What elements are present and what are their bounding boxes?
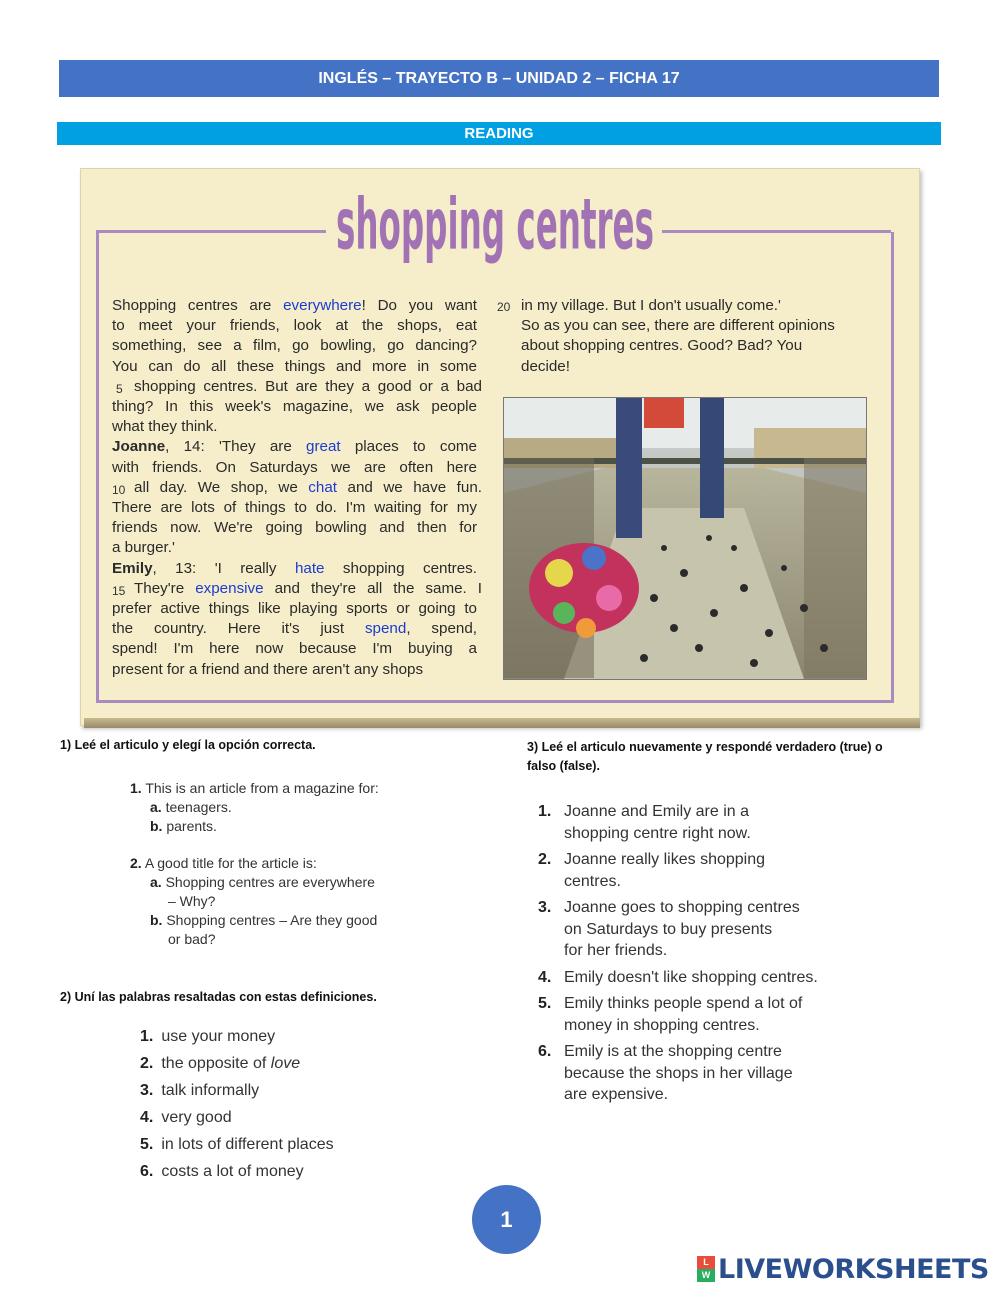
article-text: Shopping centres are — [112, 297, 284, 314]
statement-text: money in shopping centres. — [564, 1016, 760, 1034]
highlighted-word: everywhere — [283, 297, 362, 314]
article-line — [112, 316, 477, 336]
article-line — [521, 316, 835, 336]
statement-text: are expensive. — [564, 1086, 669, 1103]
article-line — [112, 538, 477, 558]
true-false-statement[interactable] — [538, 801, 878, 844]
article-line — [112, 599, 477, 619]
article-line — [112, 660, 477, 680]
article-text: what they think. — [112, 418, 218, 436]
definition-item[interactable] — [140, 1028, 470, 1055]
worksheet-title: INGLÉS – TRAYECTO B – UNIDAD 2 – FICHA 17 — [318, 69, 680, 87]
speaker-name: Joanne — [112, 438, 166, 456]
q1-item-1 — [130, 780, 450, 834]
liveworksheets-wordmark: LIVEWORKSHEETS — [718, 1253, 989, 1285]
definition-text: very good — [161, 1109, 232, 1126]
statement-number: 3. — [538, 899, 552, 916]
statement-text: shopping centre right now. — [564, 824, 751, 842]
article-text: something, see a film, go bowling, go dancing? — [112, 337, 477, 355]
article-text: all day. We shop, we — [134, 478, 309, 496]
article-text: So as you can see, there are different opinions — [521, 317, 835, 335]
article-text: spend! I'm here now because I'm buying a — [112, 640, 477, 658]
article-text: thing? In this week's magazine, we ask people — [112, 398, 477, 415]
article-text: the country. Here it's just — [112, 620, 365, 638]
true-false-statement[interactable] — [538, 993, 878, 1036]
section-title: READING — [464, 125, 534, 142]
article-text: shopping centres. But are they a good or a bad — [134, 377, 482, 395]
definition-italic: love — [270, 1055, 301, 1072]
article-line — [112, 559, 477, 579]
article-text: about shopping centres. Good? Bad? You — [521, 337, 803, 355]
frame-top-right — [662, 230, 891, 233]
article-text: prefer active things like playing sports or going to — [112, 600, 477, 617]
true-false-statement[interactable] — [538, 897, 878, 962]
article-line — [112, 458, 477, 478]
statement-number: 4. — [538, 968, 552, 986]
article-text: You can do all these things and more in some — [112, 357, 477, 375]
liveworksheets-logo — [697, 1252, 989, 1286]
statement-text: Emily doesn't like shopping centres. — [564, 968, 818, 986]
article-text: and they're all the same. I — [263, 579, 482, 597]
q1-item-number: 2. — [130, 855, 142, 871]
true-false-statement[interactable] — [538, 967, 878, 989]
q1-option-letter: a. — [150, 874, 162, 890]
q1-item-2 — [130, 855, 450, 947]
article-line — [134, 377, 482, 397]
page-number: 1 — [500, 1206, 513, 1232]
highlighted-word: great — [306, 438, 341, 456]
q1-option-teenagers[interactable]: teenagers. — [165, 799, 232, 815]
article-text: a burger.' — [112, 539, 175, 557]
q1-option-good-or-bad[interactable]: Shopping centres – Are they good — [166, 912, 378, 928]
frame-top-left — [96, 230, 326, 233]
highlighted-word: expensive — [195, 579, 264, 597]
article-line — [112, 417, 477, 437]
article-line — [112, 518, 477, 538]
statement-text: Emily is at the shopping centre — [564, 1043, 782, 1060]
worksheet-title-banner — [59, 60, 939, 97]
article-text: places to come — [340, 438, 477, 456]
statement-text: Joanne and Emily are in a — [564, 803, 749, 820]
article-text: There are lots of things to do. I'm waiting for my — [112, 499, 477, 516]
highlighted-word: chat — [308, 478, 338, 496]
article-text: to meet your friends, look at the shops, eat — [112, 317, 477, 335]
q1-option-letter: b. — [150, 818, 163, 834]
line-number-20: 20 — [497, 300, 511, 314]
article-text: friends now. We're going bowling and then for — [112, 519, 477, 537]
article-text: , 13: 'I really — [152, 559, 295, 577]
definition-number: 5. — [140, 1136, 154, 1153]
article-line — [134, 478, 482, 498]
q3-heading — [527, 738, 947, 776]
definition-number: 2. — [140, 1055, 154, 1072]
q1-item-text: A good title for the article is: — [144, 855, 317, 871]
statement-text: for her friends. — [564, 942, 668, 959]
article-text: , spend, — [406, 620, 478, 638]
article-line — [112, 397, 477, 417]
article-line — [112, 639, 477, 659]
q1-heading: 1) Leé el articulo y elegí la opción correcta. — [60, 738, 316, 752]
line-number-15: 15 — [112, 584, 126, 598]
article-text: decide! — [521, 357, 570, 375]
scan-edge — [84, 718, 920, 728]
statement-number: 2. — [538, 851, 552, 868]
q3-heading-line1: 3) Leé el articulo nuevamente y respondé verdadero (true) o — [527, 740, 883, 754]
article-line — [112, 357, 477, 377]
definition-number: 3. — [140, 1082, 154, 1099]
page-number-badge — [472, 1185, 541, 1254]
section-banner — [57, 122, 941, 145]
liveworksheets-badge-icon: L W — [697, 1256, 715, 1282]
q1-option-letter: b. — [150, 912, 163, 928]
line-number-10: 10 — [112, 483, 126, 497]
article-right-column — [521, 296, 871, 386]
article-title: shopping centres — [336, 183, 654, 266]
speaker-name: Emily — [112, 559, 153, 577]
q2-heading: 2) Uní las palabras resaltadas con estas definiciones. — [60, 990, 377, 1004]
statement-text: Joanne goes to shopping centres — [564, 899, 800, 916]
true-false-statement[interactable] — [538, 1041, 878, 1106]
statement-text: because the shops in her village — [564, 1064, 793, 1082]
statement-number: 1. — [538, 803, 552, 820]
article-text: and we have fun. — [337, 478, 482, 496]
definition-text: use your money — [161, 1028, 276, 1045]
definition-item[interactable] — [140, 1163, 470, 1190]
definition-number: 6. — [140, 1163, 154, 1180]
article-text: , 14: 'They are — [165, 438, 306, 456]
article-title-art — [330, 170, 660, 285]
q3-heading-line2: falso (false). — [527, 759, 600, 773]
article-line — [134, 579, 482, 599]
statement-number: 5. — [538, 995, 552, 1012]
article-text: in my village. But I don't usually come.' — [521, 297, 781, 314]
q1-option-everywhere[interactable]: Shopping centres are everywhere — [165, 874, 375, 890]
article-line — [112, 498, 477, 518]
article-text: present for a friend and there aren't any shops — [112, 660, 424, 678]
definition-text: talk informally — [161, 1082, 260, 1099]
definition-item[interactable] — [140, 1055, 470, 1082]
article-left-column — [112, 296, 484, 688]
q3-statements-list — [538, 801, 878, 1111]
definition-number: 4. — [140, 1109, 154, 1126]
statement-text: on Saturdays to buy presents — [564, 920, 773, 938]
definition-text: the opposite of — [161, 1055, 271, 1072]
q2-definitions-list — [140, 1028, 470, 1190]
statement-text: centres. — [564, 872, 621, 890]
article-line — [521, 336, 802, 356]
definition-text: costs a lot of money — [161, 1163, 304, 1180]
q1-option-good-or-bad-cont: or bad? — [168, 931, 216, 947]
article-text: They're — [134, 579, 196, 597]
statement-number: 6. — [538, 1043, 552, 1060]
highlighted-word: hate — [294, 559, 325, 577]
line-number-5: 5 — [116, 382, 123, 396]
definition-item[interactable] — [140, 1082, 470, 1109]
article-line — [112, 437, 477, 457]
definition-item[interactable] — [140, 1136, 470, 1163]
true-false-statement[interactable] — [538, 849, 878, 892]
statement-text: Emily thinks people spend a lot of — [564, 995, 803, 1012]
article-line — [521, 296, 781, 316]
q1-item-number: 1. — [130, 780, 142, 796]
q1-option-everywhere-cont: – Why? — [168, 893, 216, 909]
q1-item-text: This is an article from a magazine for: — [145, 780, 379, 796]
article-text: shopping centres. — [324, 559, 477, 577]
article-line — [112, 619, 477, 639]
article-line — [112, 336, 477, 356]
q1-option-letter: a. — [150, 799, 162, 815]
article-text: ! Do you want — [361, 297, 477, 314]
q1-option-parents[interactable]: parents. — [166, 818, 217, 834]
statement-text: Joanne really likes shopping — [564, 851, 766, 868]
definition-number: 1. — [140, 1028, 154, 1045]
article-text: with friends. On Saturdays we are often here — [112, 458, 477, 476]
definition-item[interactable] — [140, 1109, 470, 1136]
shopping-centre-photo — [503, 397, 867, 680]
highlighted-word: spend — [364, 620, 407, 638]
article-line — [521, 357, 570, 377]
definition-text: in lots of different places — [161, 1136, 334, 1153]
article-line — [112, 296, 477, 316]
